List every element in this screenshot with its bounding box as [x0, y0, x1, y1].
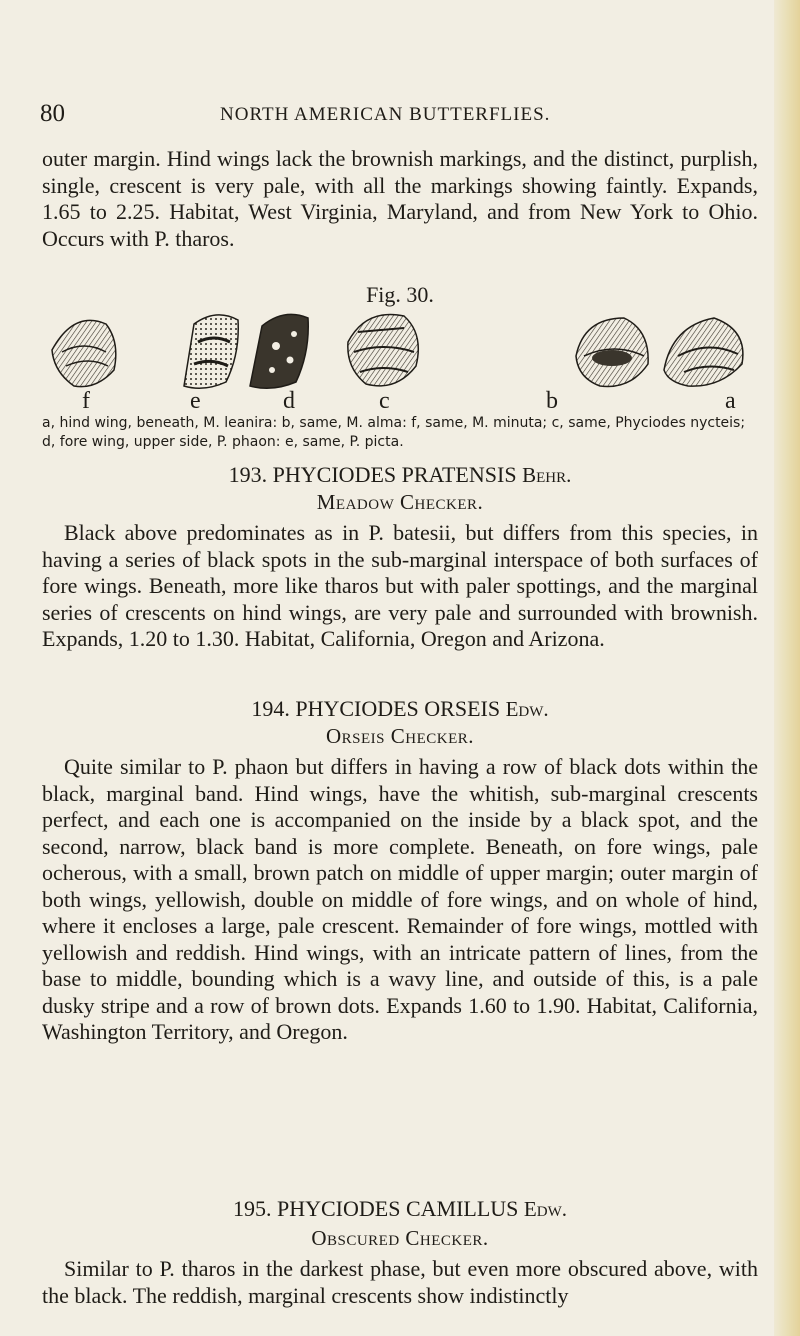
- wing-d-icon: [250, 314, 308, 388]
- running-title: NORTH AMERICAN BUTTERFLIES.: [220, 104, 551, 125]
- butterfly-wing-figure: [44, 312, 756, 392]
- section-195-common-name: Obscured Checker.: [311, 1226, 489, 1250]
- species-author: Edw.: [505, 697, 549, 721]
- page-header: [40, 100, 750, 134]
- wing-b-icon: [576, 318, 648, 387]
- section-193-common-name: Meadow Checker.: [316, 490, 484, 514]
- figure-letter-f: f: [82, 388, 90, 414]
- figure-letter-e: e: [190, 388, 201, 414]
- section-193-body: Black above predominates as in P. batesii, but differs from this species, in having a series of black spots in the sub-marginal interspace of both surfaces of fore wings. Beneath, more like tharos but with paler spottings, and the marginal series of crescents on hind wings, are very pale and surrounded with brownish. Expands, 1.20 to 1.30. Habitat, California, Oregon and Arizona.: [42, 520, 758, 651]
- section-195-heading: [42, 1196, 758, 1222]
- species-name: 195. PHYCIODES CAMILLUS: [233, 1196, 519, 1221]
- figure-letter-b: b: [546, 388, 558, 414]
- species-author: Edw.: [523, 1197, 567, 1221]
- figure-letter-d: d: [283, 388, 295, 414]
- figure-caption: a, hind wing, beneath, M. leanira: b, same, M. alma: f, same, M. minuta; c, same, Phyciodes nycteis; d, fore wing, upper side, P. phaon: e, same, P. picta.: [42, 415, 746, 450]
- section-194-common-name: Orseis Checker.: [325, 724, 475, 748]
- page-number: 80: [40, 100, 65, 127]
- intro-paragraph: outer margin. Hind wings lack the brownish markings, and the distinct, purplish, single, crescent is very pale, with all the markings showing faintly. Expands, 1.65 to 2.25. Habitat, West Virginia, Maryland, and from New York to Ohio. Occurs with P. tharos.: [42, 146, 758, 251]
- wing-illustrations: [44, 312, 756, 392]
- wing-a-icon: [664, 318, 743, 386]
- page-edge: [774, 0, 800, 1336]
- figure-letter-a: a: [725, 388, 736, 414]
- figure-letter-c: c: [379, 388, 390, 414]
- section-194-heading: [42, 696, 758, 722]
- figure-label: Fig. 30.: [366, 282, 434, 307]
- section-195-body: Similar to P. tharos in the darkest phase, but even more obscured above, with the black. The reddish, marginal crescents show indistinctly: [42, 1256, 758, 1308]
- species-name: 194. PHYCIODES ORSEIS: [251, 696, 501, 721]
- wing-f-icon: [52, 320, 116, 386]
- wing-c-icon: [348, 314, 418, 385]
- species-author: Behr.: [522, 463, 572, 487]
- species-name: 193. PHYCIODES PRATENSIS: [228, 462, 517, 487]
- section-193-heading: [42, 462, 758, 488]
- wing-e-icon: [184, 315, 238, 388]
- section-194-body: Quite similar to P. phaon but differs in having a row of black dots within the black, marginal band. Hind wings, have the whitish, sub-marginal crescents perfect, and each one is accompanied on the inside by a black spot, and the second, narrow, black band is more complete. Beneath, on fore wings, pale ocherous, with a small, brown patch on middle of upper margin; outer margin of both wings, yellowish, double on middle of fore wings, and on whole of hind, where it encloses a large, pale crescent. Remainder of fore wings, mottled with yellowish and reddish. Hind wings, with an intricate pattern of lines, from the base to middle, bounding which is a wavy line, and outside of this, is a pale dusky stripe and a row of brown dots. Expands 1.60 to 1.90. Habitat, California, Washington Territory, and Oregon.: [42, 754, 758, 1044]
